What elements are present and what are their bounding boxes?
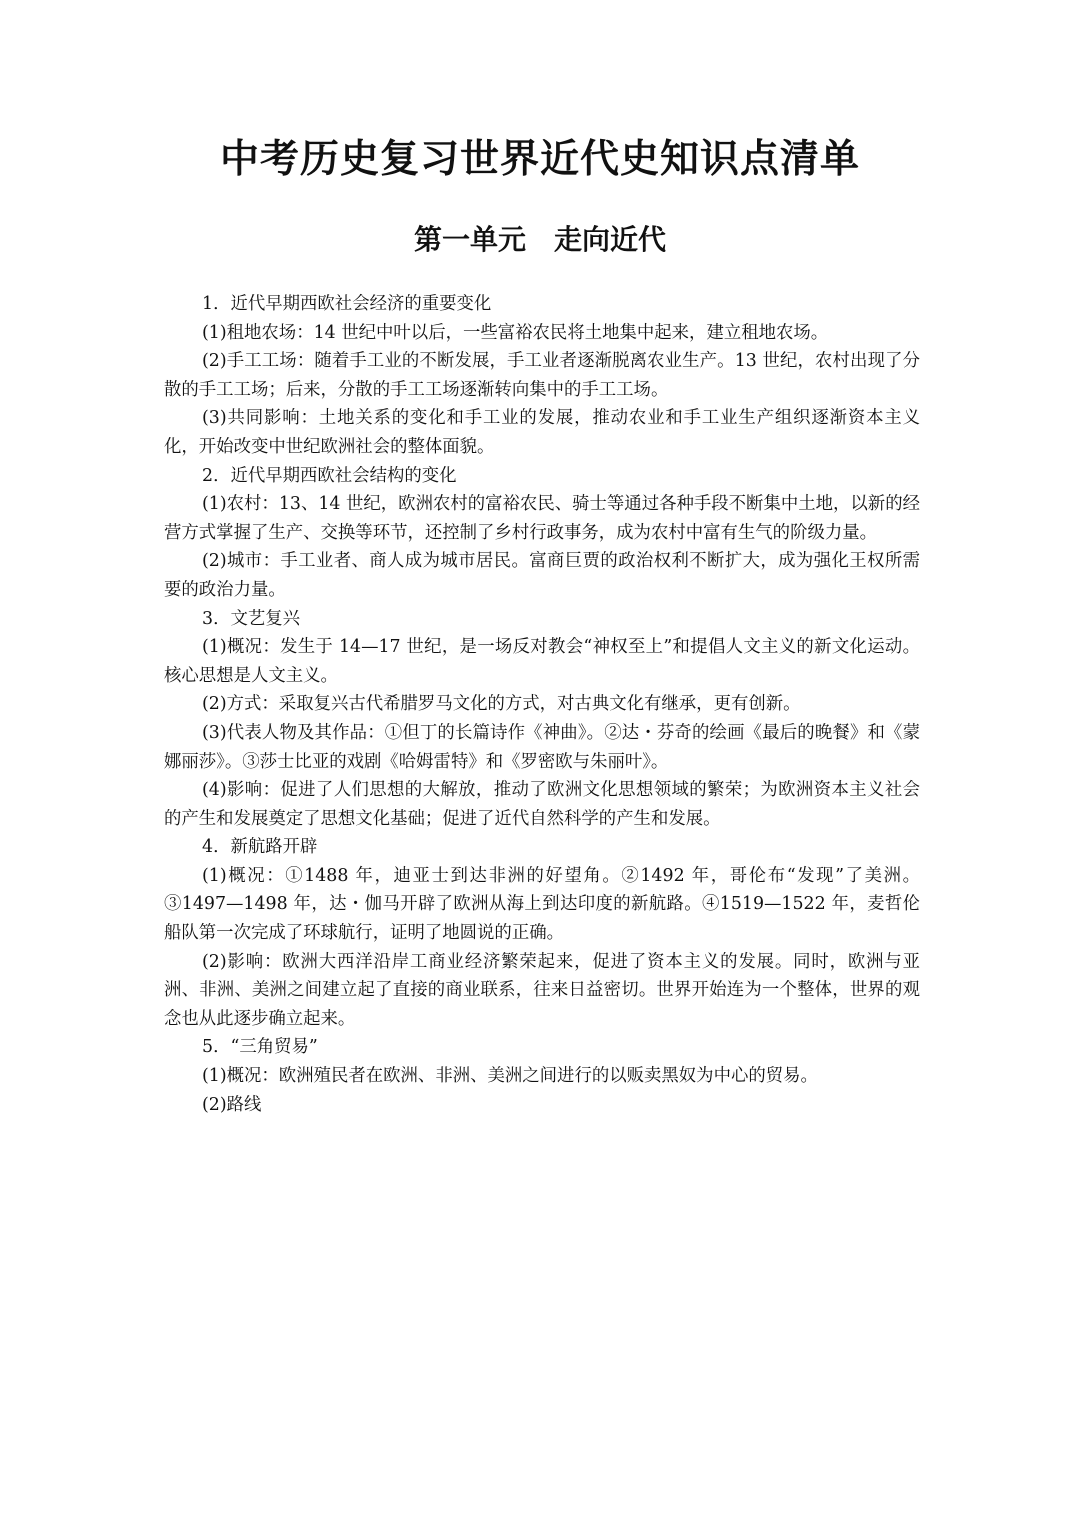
body-paragraph: (2)城市：手工业者、商人成为城市居民。富商巨贾的政治权利不断扩大，成为强化王权所需要的政治力量。 bbox=[164, 551, 920, 600]
section-heading: 4．新航路开辟 bbox=[202, 837, 318, 858]
body-paragraph: (3)代表人物及其作品：①但丁的长篇诗作《神曲》。②达・芬奇的绘画《最后的晚餐》和《蒙娜丽莎》。③莎士比亚的戏剧《哈姆雷特》和《罗密欧与朱丽叶》。 bbox=[164, 722, 920, 772]
body-paragraph: (2)路线 bbox=[202, 1094, 262, 1115]
page-title: 中考历史复习世界近代史知识点清单 bbox=[219, 137, 860, 182]
section-heading: 5．“三角贸易” bbox=[202, 1037, 318, 1058]
body-paragraph: (3)共同影响：土地关系的变化和手工业的发展，推动农业和手工业生产组织逐渐资本主义化，开始改变中世纪欧洲社会的整体面貌。 bbox=[164, 408, 920, 457]
body-paragraph: (1)概况：①1488 年，迪亚士到达非洲的好望角。②1492 年，哥伦布“发现”了美洲。③1497—1498 年，达・伽马开辟了欧洲从海上到达印度的新航路。④1519—1522 年，麦哲伦船队第一次完成了环球航行，证明了地圆说的正确。 bbox=[164, 865, 920, 944]
body-paragraph: (2)方式：采取复兴古代希腊罗马文化的方式，对古典文化有继承，更有创新。 bbox=[202, 694, 801, 715]
body-paragraph: (2)手工工场：随着手工业的不断发展，手工业者逐渐脱离农业生产。13 世纪，农村出现了分散的手工工场；后来，分散的手工工场逐渐转向集中的手工工场。 bbox=[164, 351, 920, 400]
body-paragraph: (1)农村：13、14 世纪，欧洲农村的富裕农民、骑士等通过各种手段不断集中土地，以新的经营方式掌握了生产、交换等环节，还控制了乡村行政事务，成为农村中富有生气的阶级力量。 bbox=[164, 494, 920, 543]
unit-title: 第一单元 走向近代 bbox=[413, 223, 666, 256]
body-paragraph: (1)概况：欧洲殖民者在欧洲、非洲、美洲之间进行的以贩卖黑奴为中心的贸易。 bbox=[202, 1066, 818, 1087]
body-paragraph: (1)概况：发生于 14—17 世纪，是一场反对教会“神权至上”和提倡人文主义的新文化运动。核心思想是人文主义。 bbox=[164, 637, 920, 686]
body-paragraph: (2)影响：欧洲大西洋沿岸工商业经济繁荣起来，促进了资本主义的发展。同时，欧洲与亚洲、非洲、美洲之间建立起了直接的商业联系，往来日益密切。世界开始连为一个整体，世界的观念也从此逐步确立起来。 bbox=[164, 951, 920, 1029]
section-heading: 1．近代早期西欧社会经济的重要变化 bbox=[202, 294, 492, 314]
body-paragraph: (1)租地农场：14 世纪中叶以后，一些富裕农民将土地集中起来，建立租地农场。 bbox=[202, 322, 829, 343]
document-body bbox=[164, 290, 920, 1119]
section-heading: 3．文艺复兴 bbox=[202, 608, 301, 629]
section-heading: 2．近代早期西欧社会结构的变化 bbox=[202, 465, 457, 486]
body-paragraph: (4)影响：促进了人们思想的大解放，推动了欧洲文化思想领域的繁荣；为欧洲资本主义社会的产生和发展奠定了思想文化基础；促进了近代自然科学的产生和发展。 bbox=[164, 780, 920, 829]
